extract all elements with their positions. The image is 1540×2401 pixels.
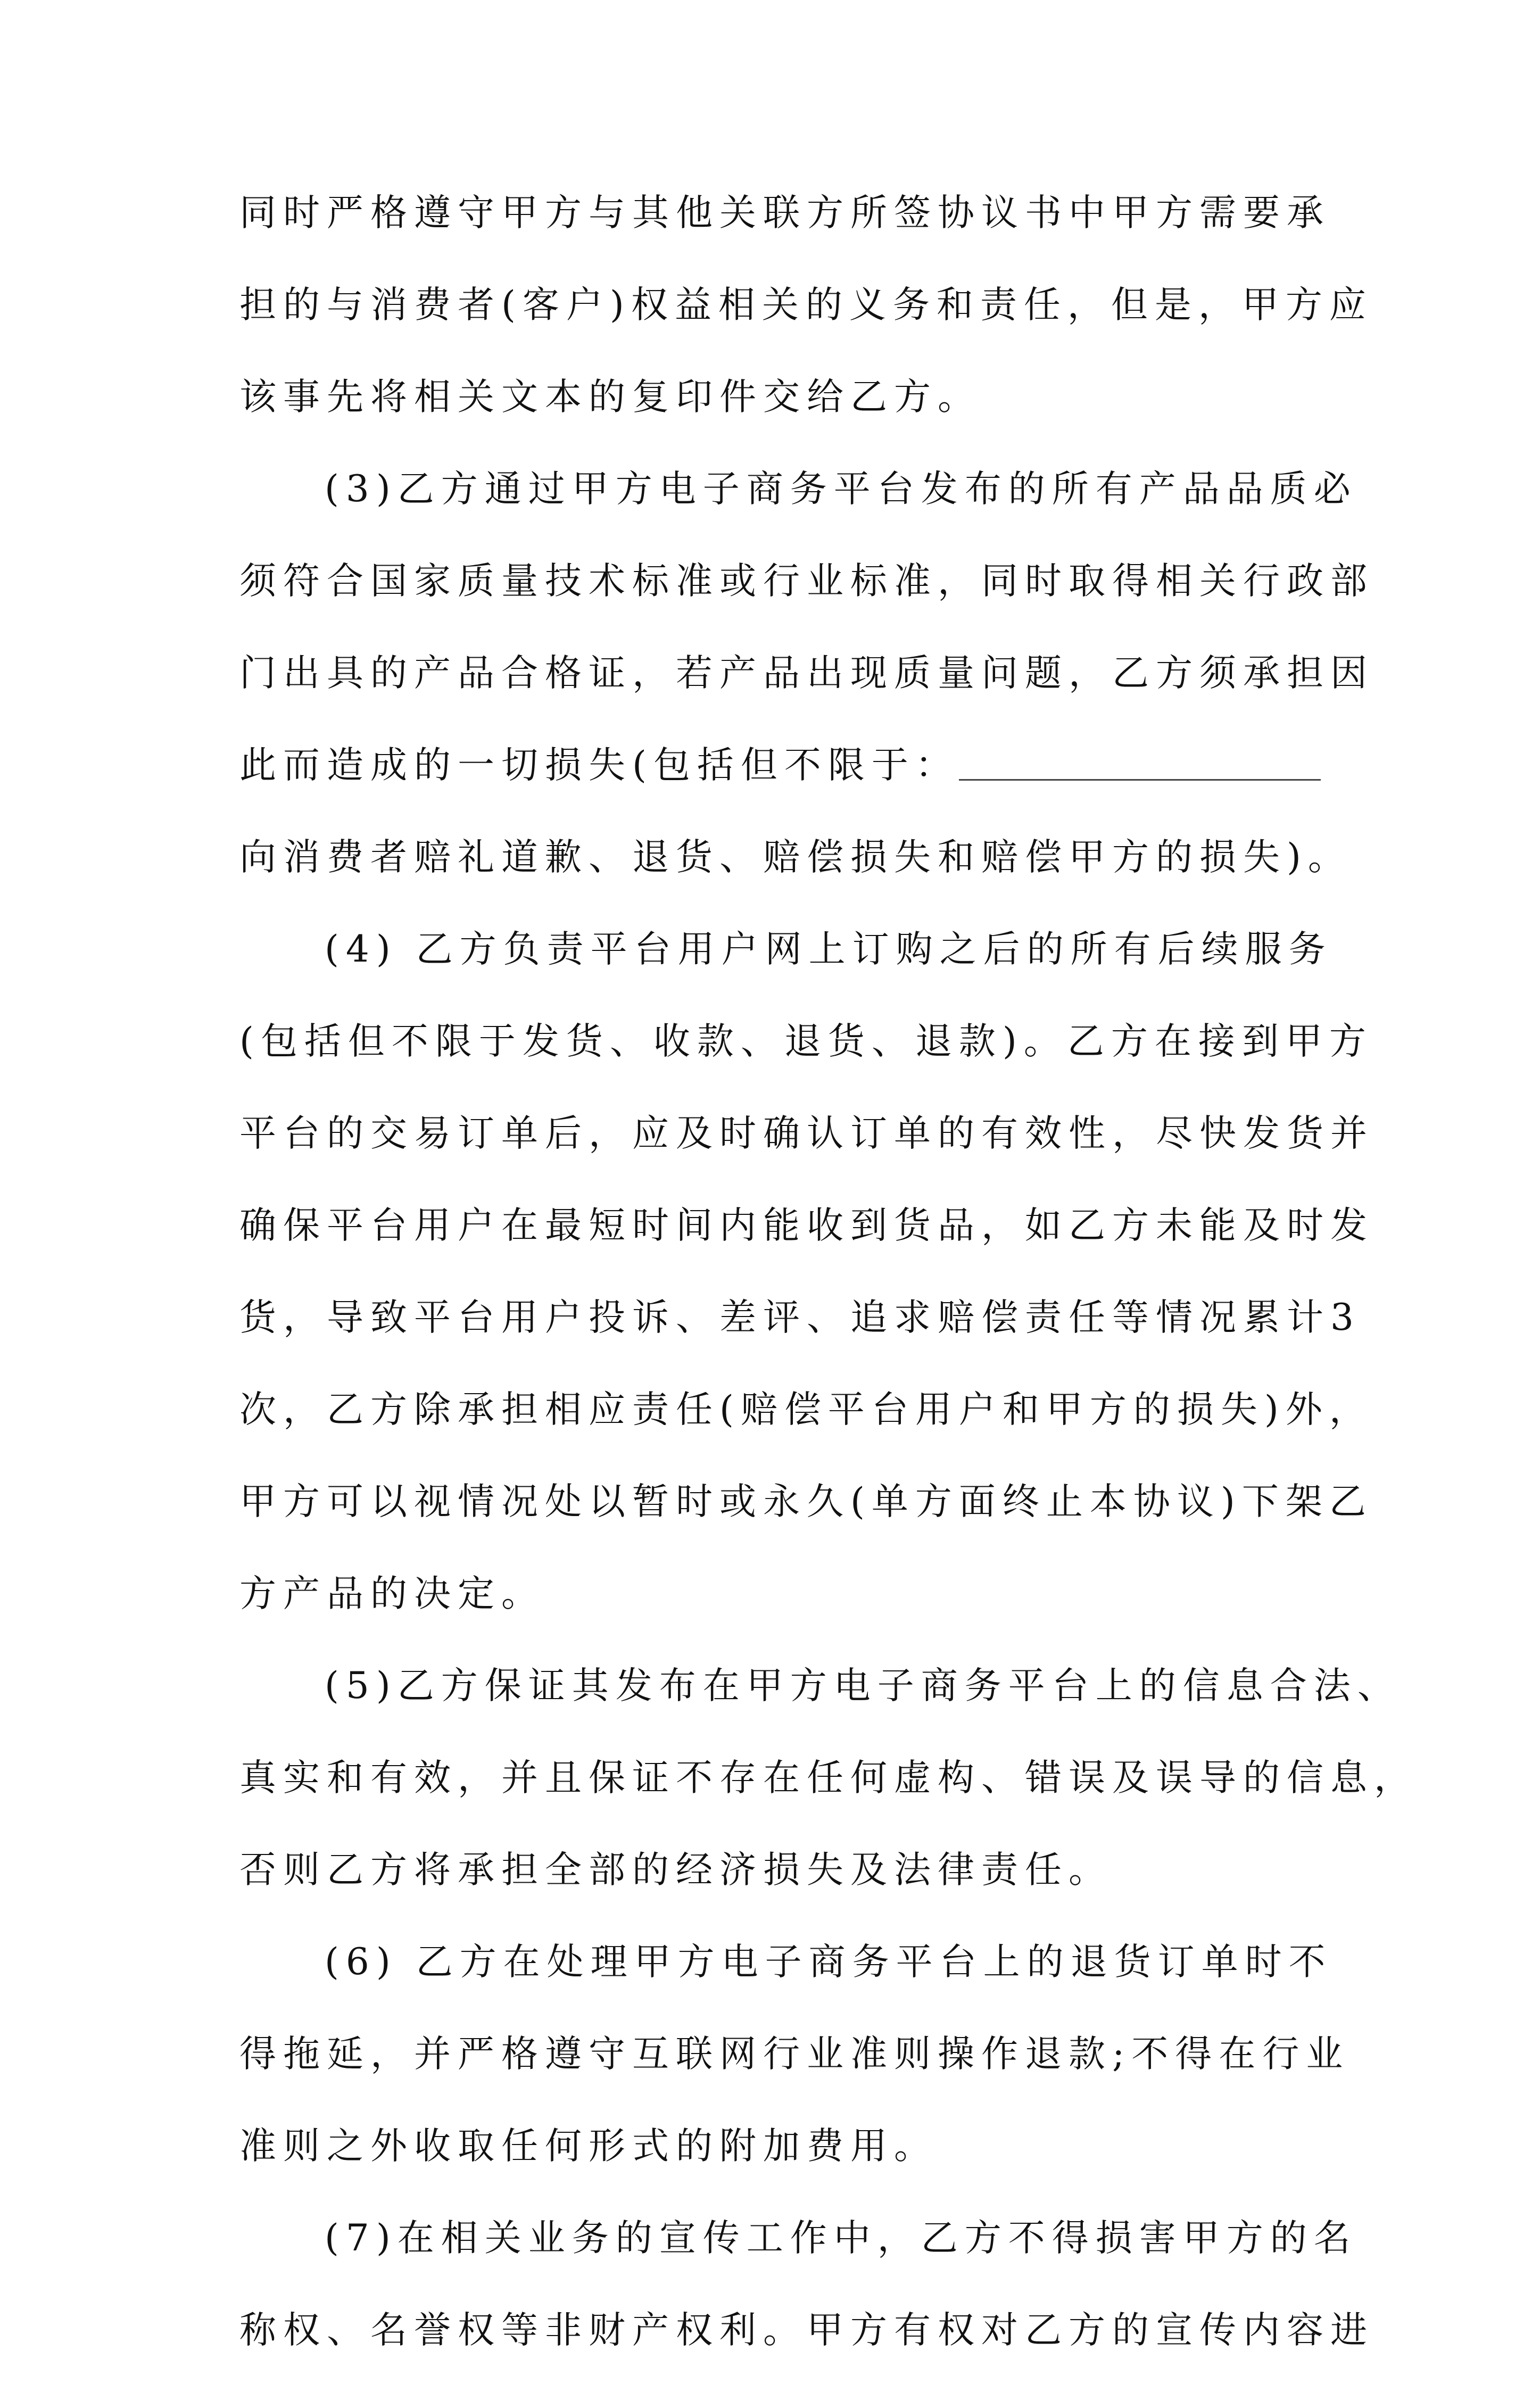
text-line: 担的与消费者(客户)权益相关的义务和责任，但是，甲方应: [239, 284, 1373, 326]
text-line: 门出具的产品合格证，若产品出现质量问题，乙方须承担因: [239, 652, 1374, 694]
text-line: 得拖延，并严格遵守互联网行业准则操作退款;不得在行业: [239, 2033, 1350, 2075]
text-line: 须符合国家质量技术标准或行业标准，同时取得相关行政部: [239, 560, 1374, 602]
text-line: 向消费者赔礼道歉、退货、赔偿损失和赔偿甲方的损失)。: [239, 836, 1352, 879]
text-line: 货，导致平台用户投诉、差评、追求赔偿责任等情况累计3: [239, 1296, 1361, 1339]
text-line: 同时严格遵守甲方与其他关联方所签协议书中甲方需要承: [239, 192, 1330, 234]
text-line: 否则乙方将承担全部的经济损失及法律责任。: [239, 1849, 1112, 1891]
text-line: (包括但不限于发货、收款、退货、退款)。乙方在接到甲方: [239, 1020, 1373, 1063]
text-line: 甲方可以视情况处以暂时或永久(单方面终止本协议)下架乙: [239, 1480, 1373, 1523]
text-line: 真实和有效，并且保证不存在任何虚构、错误及误导的信息，: [239, 1757, 1418, 1799]
text-line: (4) 乙方负责平台用户网上订购之后的所有后续服务: [325, 928, 1332, 971]
text-line: (5)乙方保证其发布在甲方电子商务平台上的信息合法、: [325, 1665, 1401, 1707]
text-line: 准则之外收取任何形式的附加费用。: [239, 2125, 938, 2167]
text-line: (7)在相关业务的宣传工作中，乙方不得损害甲方的名: [325, 2217, 1357, 2259]
text-line: 平台的交易订单后，应及时确认订单的有效性，尽快发货并: [239, 1112, 1374, 1155]
text-line-with-blank: [239, 744, 1320, 786]
text-line: (6) 乙方在处理甲方电子商务平台上的退货订单时不: [325, 1941, 1332, 1983]
text-line: 确保平台用户在最短时间内能收到货品，如乙方未能及时发: [239, 1204, 1374, 1247]
text-line: 方产品的决定。: [239, 1572, 545, 1615]
text-line: (3)乙方通过甲方电子商务平台发布的所有产品品质必: [325, 468, 1357, 510]
text-line: 称权、名誉权等非财产权利。甲方有权对乙方的宣传内容进: [239, 2309, 1374, 2352]
document-page: [239, 192, 1418, 2401]
text-line: 该事先将相关文本的复印件交给乙方。: [239, 376, 981, 418]
text-line: 此而造成的一切损失(包括但不限于：: [239, 744, 959, 786]
text-line: 次，乙方除承担相应责任(赔偿平台用户和甲方的损失)外，: [239, 1388, 1373, 1431]
fill-in-blank: [959, 747, 1321, 781]
